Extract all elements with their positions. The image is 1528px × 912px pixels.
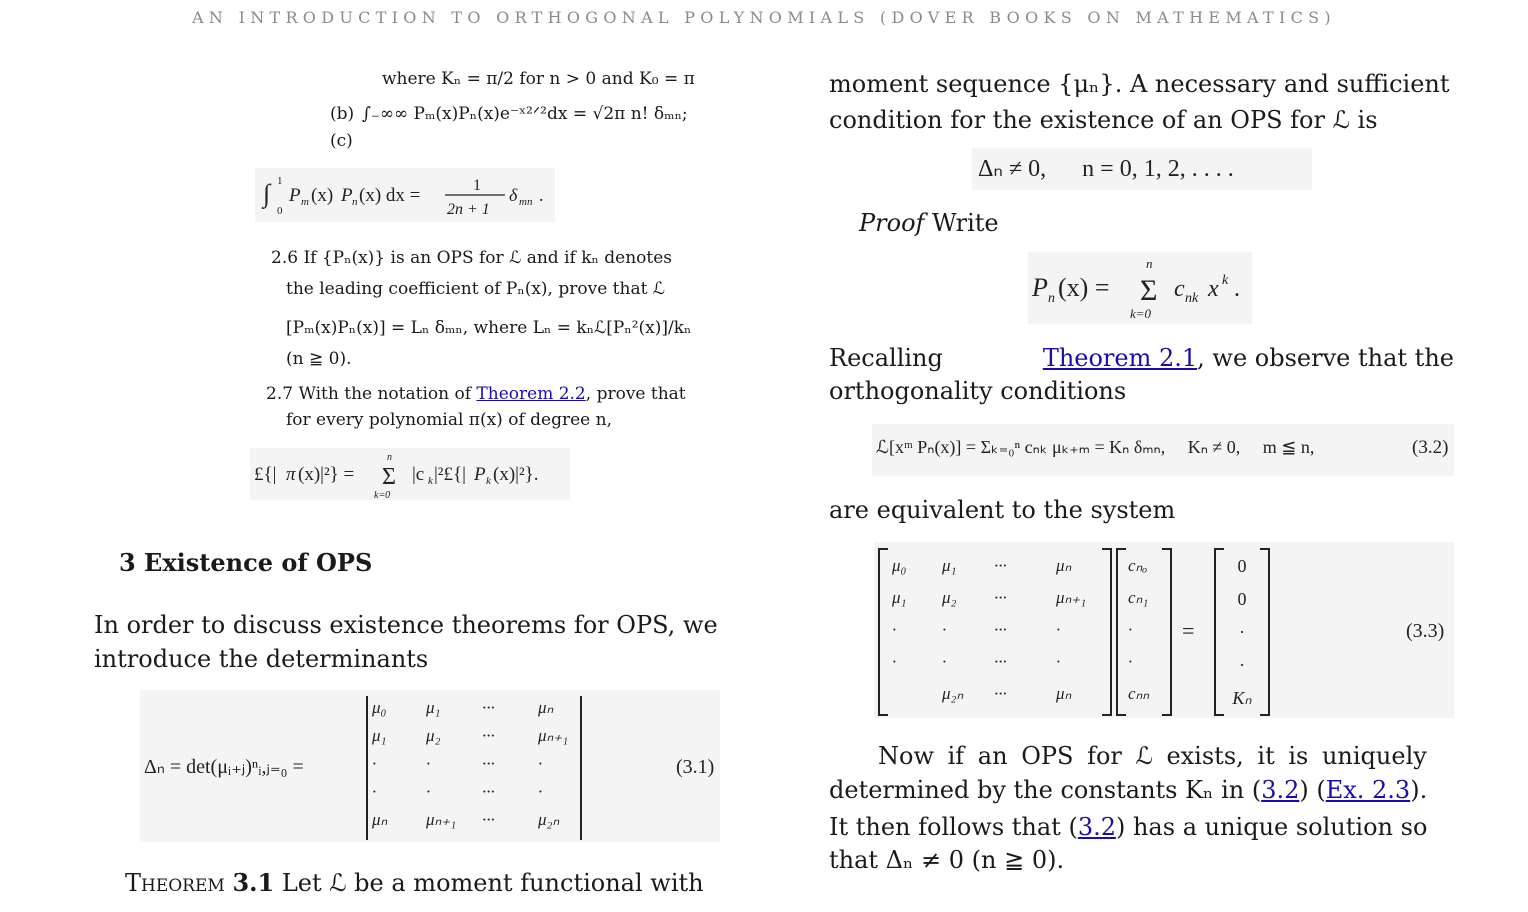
equation-legendre-svg (255, 168, 555, 222)
eq33-cell: μₙ₊₁ (1056, 588, 1087, 607)
eq33-k-vector (1224, 556, 1260, 709)
eq31-matrix (372, 698, 576, 830)
svg-text:(x)|²}.: (x)|²}. (493, 464, 539, 485)
eq31-cell: · (426, 782, 431, 801)
eq33-cell: ··· (994, 620, 1007, 639)
eq33-k-cell: Kₙ (1232, 688, 1252, 708)
eq31-cell: · (372, 754, 377, 773)
svg-text:(x) dx =: (x) dx = (359, 185, 421, 206)
book-title-header: AN INTRODUCTION TO ORTHOGONAL POLYNOMIALS (DOVER BOOKS ON MATHEMATICS) (192, 8, 1336, 27)
eq33-k-cell: · (1239, 655, 1245, 675)
exercise-2-6-line3: [Pₘ(x)Pₙ(x)] = Lₙ δₘₙ, where Lₙ = kₙℒ[Pₙ²(x)]/kₙ (286, 318, 692, 338)
proof-label: Proof (859, 209, 925, 237)
eq-3-2-link[interactable]: 3.2 (1261, 776, 1300, 804)
svg-text:1: 1 (277, 175, 283, 187)
item-b-label: (b) (330, 104, 355, 124)
svg-text:P: P (474, 464, 486, 485)
eq31-cell: μₙ₊₁ (426, 810, 457, 829)
eq31-cell: · (426, 754, 431, 773)
eq33-k-cell: · (1239, 622, 1245, 642)
svg-text:n: n (387, 452, 392, 463)
matrix-left-bracket (878, 548, 888, 716)
eq31-cell: ··· (482, 726, 495, 745)
theorem-2-1-link[interactable]: Theorem 2.1 (1042, 344, 1198, 372)
exercise-2-6-line4: (n ≧ 0). (286, 349, 352, 369)
eq31-left-bar (366, 696, 368, 840)
eq31-cell: ··· (482, 754, 495, 773)
svg-text:1: 1 (473, 177, 481, 194)
svg-text:δ: δ (509, 185, 518, 205)
svg-text:k=0: k=0 (374, 490, 391, 500)
eq31-cell: μ₂ₙ (538, 810, 560, 829)
equation-legendre-orthogonality (255, 168, 555, 222)
eq33-cell: · (892, 620, 897, 639)
exercise-2-3-link[interactable]: Ex. 2.3 (1325, 776, 1411, 804)
svg-text:P: P (1032, 273, 1048, 302)
eq31-cell: μ₁ (372, 726, 387, 745)
svg-text:k=0: k=0 (1130, 306, 1152, 321)
cvec-left-bracket (1116, 548, 1126, 716)
recall-line: Recalling Theorem 2.1, we observe that the (829, 341, 1454, 375)
eq33-equals: = (1182, 618, 1195, 643)
svg-text:2n + 1: 2n + 1 (447, 201, 490, 218)
svg-text:x: x (1208, 276, 1219, 302)
eq33-tag: (3.3) (1406, 620, 1445, 642)
eq31-cell: · (372, 782, 377, 801)
eq31-cell: ··· (482, 810, 495, 829)
svg-text:k: k (1222, 273, 1229, 288)
svg-text:.: . (539, 185, 544, 205)
recall-line2: orthogonality conditions (829, 377, 1127, 405)
exercise-2-6-line1: 2.6 If {Pₙ(x)} is an OPS for ℒ and if kₙ denotes (271, 248, 673, 268)
eq33-cell: · (1056, 620, 1061, 639)
eq33-cell: μ₁ (942, 556, 957, 575)
eq31-cell: μ₂ (426, 726, 441, 745)
eq31-tag: (3.1) (676, 756, 715, 778)
eq33-c-vector (1128, 556, 1168, 704)
eq33-c-cell: cₙ₁ (1128, 588, 1149, 607)
eq31-cell: μₙ (538, 698, 554, 717)
svg-text:|c: |c (412, 464, 425, 485)
svg-text:(x) =: (x) = (1058, 273, 1110, 302)
theorem-2-2-link[interactable]: Theorem 2.2 (476, 384, 586, 404)
eq33-cell: μ₁ (892, 588, 907, 607)
eq-3-2-link-second[interactable]: 3.2 (1077, 813, 1116, 841)
eq31-cell: · (538, 754, 543, 773)
svg-text:∫: ∫ (263, 179, 271, 208)
svg-text:P: P (289, 185, 301, 206)
eq33-cell: ··· (994, 588, 1007, 607)
recall-prefix: Recalling (829, 344, 943, 372)
proof-line (859, 206, 999, 240)
eq31-lhs: Δₙ = det(μᵢ₊ⱼ)ⁿᵢ,ⱼ₌₀ = (144, 756, 304, 778)
item-c-label: (c) (330, 131, 353, 151)
equation-pn-expansion (1028, 252, 1252, 324)
eq33-cell (892, 684, 942, 704)
right-paragraph-line1: moment sequence {μₙ}. A necessary and sufficient (829, 70, 1450, 98)
theorem-number: 3.1 (232, 868, 275, 897)
eq33-cell: · (942, 620, 947, 639)
item-b-formula: ∫₋∞∞ Pₘ(x)Pₙ(x)e⁻ˣ²ᐟ²dx = √2π n! δₘₙ; (362, 104, 688, 124)
eq33-k-cell: 0 (1237, 589, 1247, 609)
svg-text:π: π (286, 464, 296, 485)
equation-3-3-system (874, 542, 1454, 718)
exercise-2-6-line2: the leading coefficient of Pₙ(x), prove that ℒ (286, 279, 666, 299)
equation-pn-svg (1028, 252, 1252, 324)
eq33-cell: · (942, 652, 947, 671)
eq33-cell: μ₂ₙ (942, 684, 964, 703)
svg-text:(x)|²} =: (x)|²} = (298, 464, 355, 485)
exercise-2-7-line1: 2.7 With the notation of Theorem 2.2, prove that (266, 384, 686, 404)
eq33-c-cell: cₙₙ (1128, 684, 1150, 703)
eq33-cell: μₙ (1056, 684, 1072, 703)
final-paragraph-line1: Now if an OPS for ℒ exists, it is uniquely (878, 742, 1427, 770)
equation-3-2 (872, 424, 1454, 476)
svg-text:c: c (1174, 276, 1185, 302)
eq31-cell: ··· (482, 782, 495, 801)
svg-text:|²£{|: |²£{| (434, 464, 466, 485)
eq33-cell: ··· (994, 652, 1007, 671)
svg-text:k: k (428, 475, 433, 487)
proof-text: Write (932, 209, 999, 237)
svg-text:Σ: Σ (382, 464, 396, 490)
eq33-cell: ··· (994, 684, 1007, 703)
kvec-left-bracket (1214, 548, 1224, 716)
eq31-cell: μ₀ (372, 698, 387, 717)
eq31-cell: ··· (482, 698, 495, 717)
svg-text:P: P (341, 185, 353, 206)
svg-text:k: k (486, 475, 491, 487)
final-paragraph-line4: that Δₙ ≠ 0 (n ≧ 0). (829, 846, 1065, 874)
equation-3-1-determinant (140, 690, 720, 842)
final-paragraph-line2: determined by the constants Kₙ in (3.2) (Ex. 2.3). (829, 776, 1428, 804)
eq31-cell: μₙ₊₁ (538, 726, 569, 745)
svg-text:(x): (x) (311, 185, 334, 206)
svg-text:n: n (1048, 291, 1055, 306)
eq31-cell: · (538, 782, 543, 801)
equivalent-text: are equivalent to the system (829, 496, 1176, 524)
eq33-cell: ··· (994, 556, 1007, 575)
eq32-tag: (3.2) (1412, 437, 1449, 458)
kvec-right-bracket (1260, 548, 1270, 716)
theorem-label: Theorem (125, 869, 225, 897)
svg-text:.: . (1234, 276, 1240, 302)
eq33-c-cell: · (1128, 620, 1133, 639)
eq33-cell: μ₂ (942, 588, 957, 607)
intro-paragraph: In order to discuss existence theorems for OPS, we introduce the determinants (94, 611, 718, 673)
eq33-cell: μ₀ (892, 556, 907, 575)
final-paragraph-line3: It then follows that (3.2) has a unique solution so (829, 813, 1428, 841)
eq33-cell: · (892, 652, 897, 671)
theorem-3-1 (125, 866, 725, 900)
svg-text:£{|: £{| (254, 464, 277, 485)
eq32-body: ℒ[xᵐ Pₙ(x)] = Σₖ₌₀ⁿ cₙₖ μₖ₊ₘ = Kₙ δₘₙ, Kₙ ≠ 0, m ≦ n, (876, 437, 1315, 457)
right-paragraph-line2: condition for the existence of an OPS for ℒ is (829, 106, 1378, 134)
eq33-matrix (892, 556, 1106, 704)
eq33-cell: · (1056, 652, 1061, 671)
svg-text:n: n (352, 196, 358, 208)
equation-norm-svg (250, 448, 570, 500)
svg-text:nk: nk (1185, 291, 1199, 306)
svg-text:n: n (1146, 256, 1153, 271)
eq31-cell: μₙ (372, 810, 388, 829)
svg-text:Σ: Σ (1140, 274, 1158, 307)
section-heading: 3 Existence of OPS (119, 548, 373, 577)
eq33-cell: μₙ (1056, 556, 1072, 575)
theorem-text: Let ℒ be a moment functional with (281, 869, 704, 897)
svg-text:m: m (301, 196, 309, 208)
eq33-k-cell: 0 (1237, 556, 1247, 576)
equation-norm-expansion (250, 448, 570, 500)
where-line: where Kₙ = π/2 for n > 0 and K₀ = π (382, 69, 695, 89)
equation-delta-nonzero: Δₙ ≠ 0, n = 0, 1, 2, . . . . (972, 148, 1312, 190)
eq33-c-cell: · (1128, 652, 1133, 671)
eq31-cell: μ₁ (426, 698, 441, 717)
svg-text:0: 0 (277, 205, 283, 217)
exercise-2-7-line2: for every polynomial π(x) of degree n, (286, 410, 612, 430)
svg-text:mn: mn (519, 196, 533, 208)
eq33-c-cell: cₙₒ (1128, 556, 1148, 575)
eq31-right-bar (580, 696, 582, 840)
